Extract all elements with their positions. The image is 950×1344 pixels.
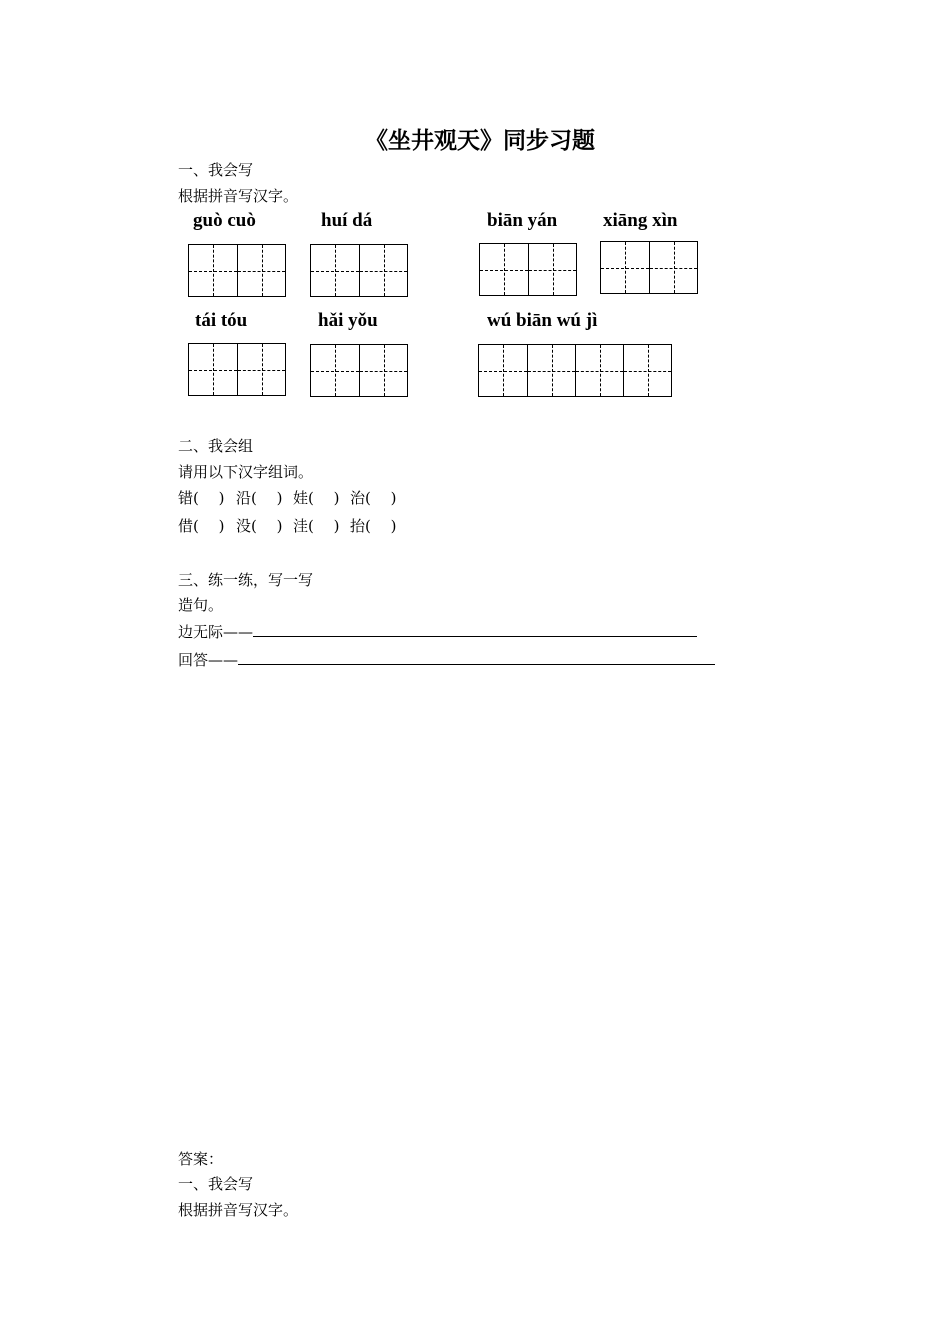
section1-heading: 一、我会写 — [178, 161, 254, 179]
answer-line[interactable] — [238, 650, 715, 665]
pinyin-label: hǎi yǒu — [318, 310, 378, 331]
grid-cell[interactable] — [237, 344, 285, 395]
pinyin-label: huí dá — [321, 210, 373, 231]
writing-grid[interactable] — [600, 241, 698, 294]
section3-heading: 三、练一练，写一写 — [178, 571, 314, 589]
word-combo-row — [178, 516, 396, 536]
grid-cell[interactable] — [189, 344, 237, 395]
writing-grid[interactable] — [310, 244, 408, 297]
grid-cell[interactable] — [480, 244, 528, 295]
grid-cell[interactable] — [527, 345, 575, 396]
answers-heading: 一、我会写 — [178, 1175, 254, 1193]
writing-grid[interactable] — [479, 243, 577, 296]
combo-item[interactable]: 娃( ) — [293, 489, 340, 507]
grid-cell[interactable] — [359, 245, 407, 296]
sentence-prompt: 回答—— — [178, 651, 239, 669]
grid-cell[interactable] — [575, 345, 623, 396]
writing-grid[interactable] — [188, 343, 286, 396]
grid-cell[interactable] — [359, 345, 407, 396]
pinyin-label: wú biān wú jì — [487, 310, 598, 331]
combo-item[interactable]: 洼( ) — [293, 517, 340, 535]
pinyin-label: xiāng xìn — [603, 210, 678, 231]
section2-instruction: 请用以下汉字组词。 — [178, 463, 314, 481]
combo-item[interactable]: 治( ) — [350, 489, 397, 507]
answer-line[interactable] — [253, 622, 697, 637]
grid-cell[interactable] — [189, 245, 237, 296]
combo-item[interactable]: 没( ) — [236, 517, 283, 535]
sentence-prompt: 边无际—— — [178, 623, 254, 641]
grid-cell[interactable] — [649, 242, 697, 293]
answers-instruction: 根据拼音写汉字。 — [178, 1201, 299, 1219]
answers-label: 答案： — [178, 1150, 224, 1168]
sentence-row — [178, 622, 697, 642]
writing-grid[interactable] — [478, 344, 672, 397]
sentence-row — [178, 650, 715, 670]
combo-item[interactable]: 沿( ) — [236, 489, 283, 507]
word-combo-row — [178, 488, 396, 508]
section2-heading: 二、我会组 — [178, 437, 254, 455]
pinyin-label: biān yán — [487, 210, 558, 231]
pinyin-label: tái tóu — [195, 310, 248, 331]
writing-grid[interactable] — [310, 344, 408, 397]
pinyin-label: guò cuò — [193, 210, 256, 231]
combo-item[interactable]: 错( ) — [178, 489, 225, 507]
grid-cell[interactable] — [623, 345, 671, 396]
grid-cell[interactable] — [311, 245, 359, 296]
grid-cell[interactable] — [237, 245, 285, 296]
section3-instruction: 造句。 — [178, 596, 224, 614]
grid-cell[interactable] — [601, 242, 649, 293]
combo-item[interactable]: 抬( ) — [350, 517, 397, 535]
section1-instruction: 根据拼音写汉字。 — [178, 187, 299, 205]
grid-cell[interactable] — [528, 244, 576, 295]
grid-cell[interactable] — [479, 345, 527, 396]
page-title: 《坐井观天》同步习题 — [365, 127, 595, 154]
combo-item[interactable]: 借( ) — [178, 517, 225, 535]
grid-cell[interactable] — [311, 345, 359, 396]
writing-grid[interactable] — [188, 244, 286, 297]
